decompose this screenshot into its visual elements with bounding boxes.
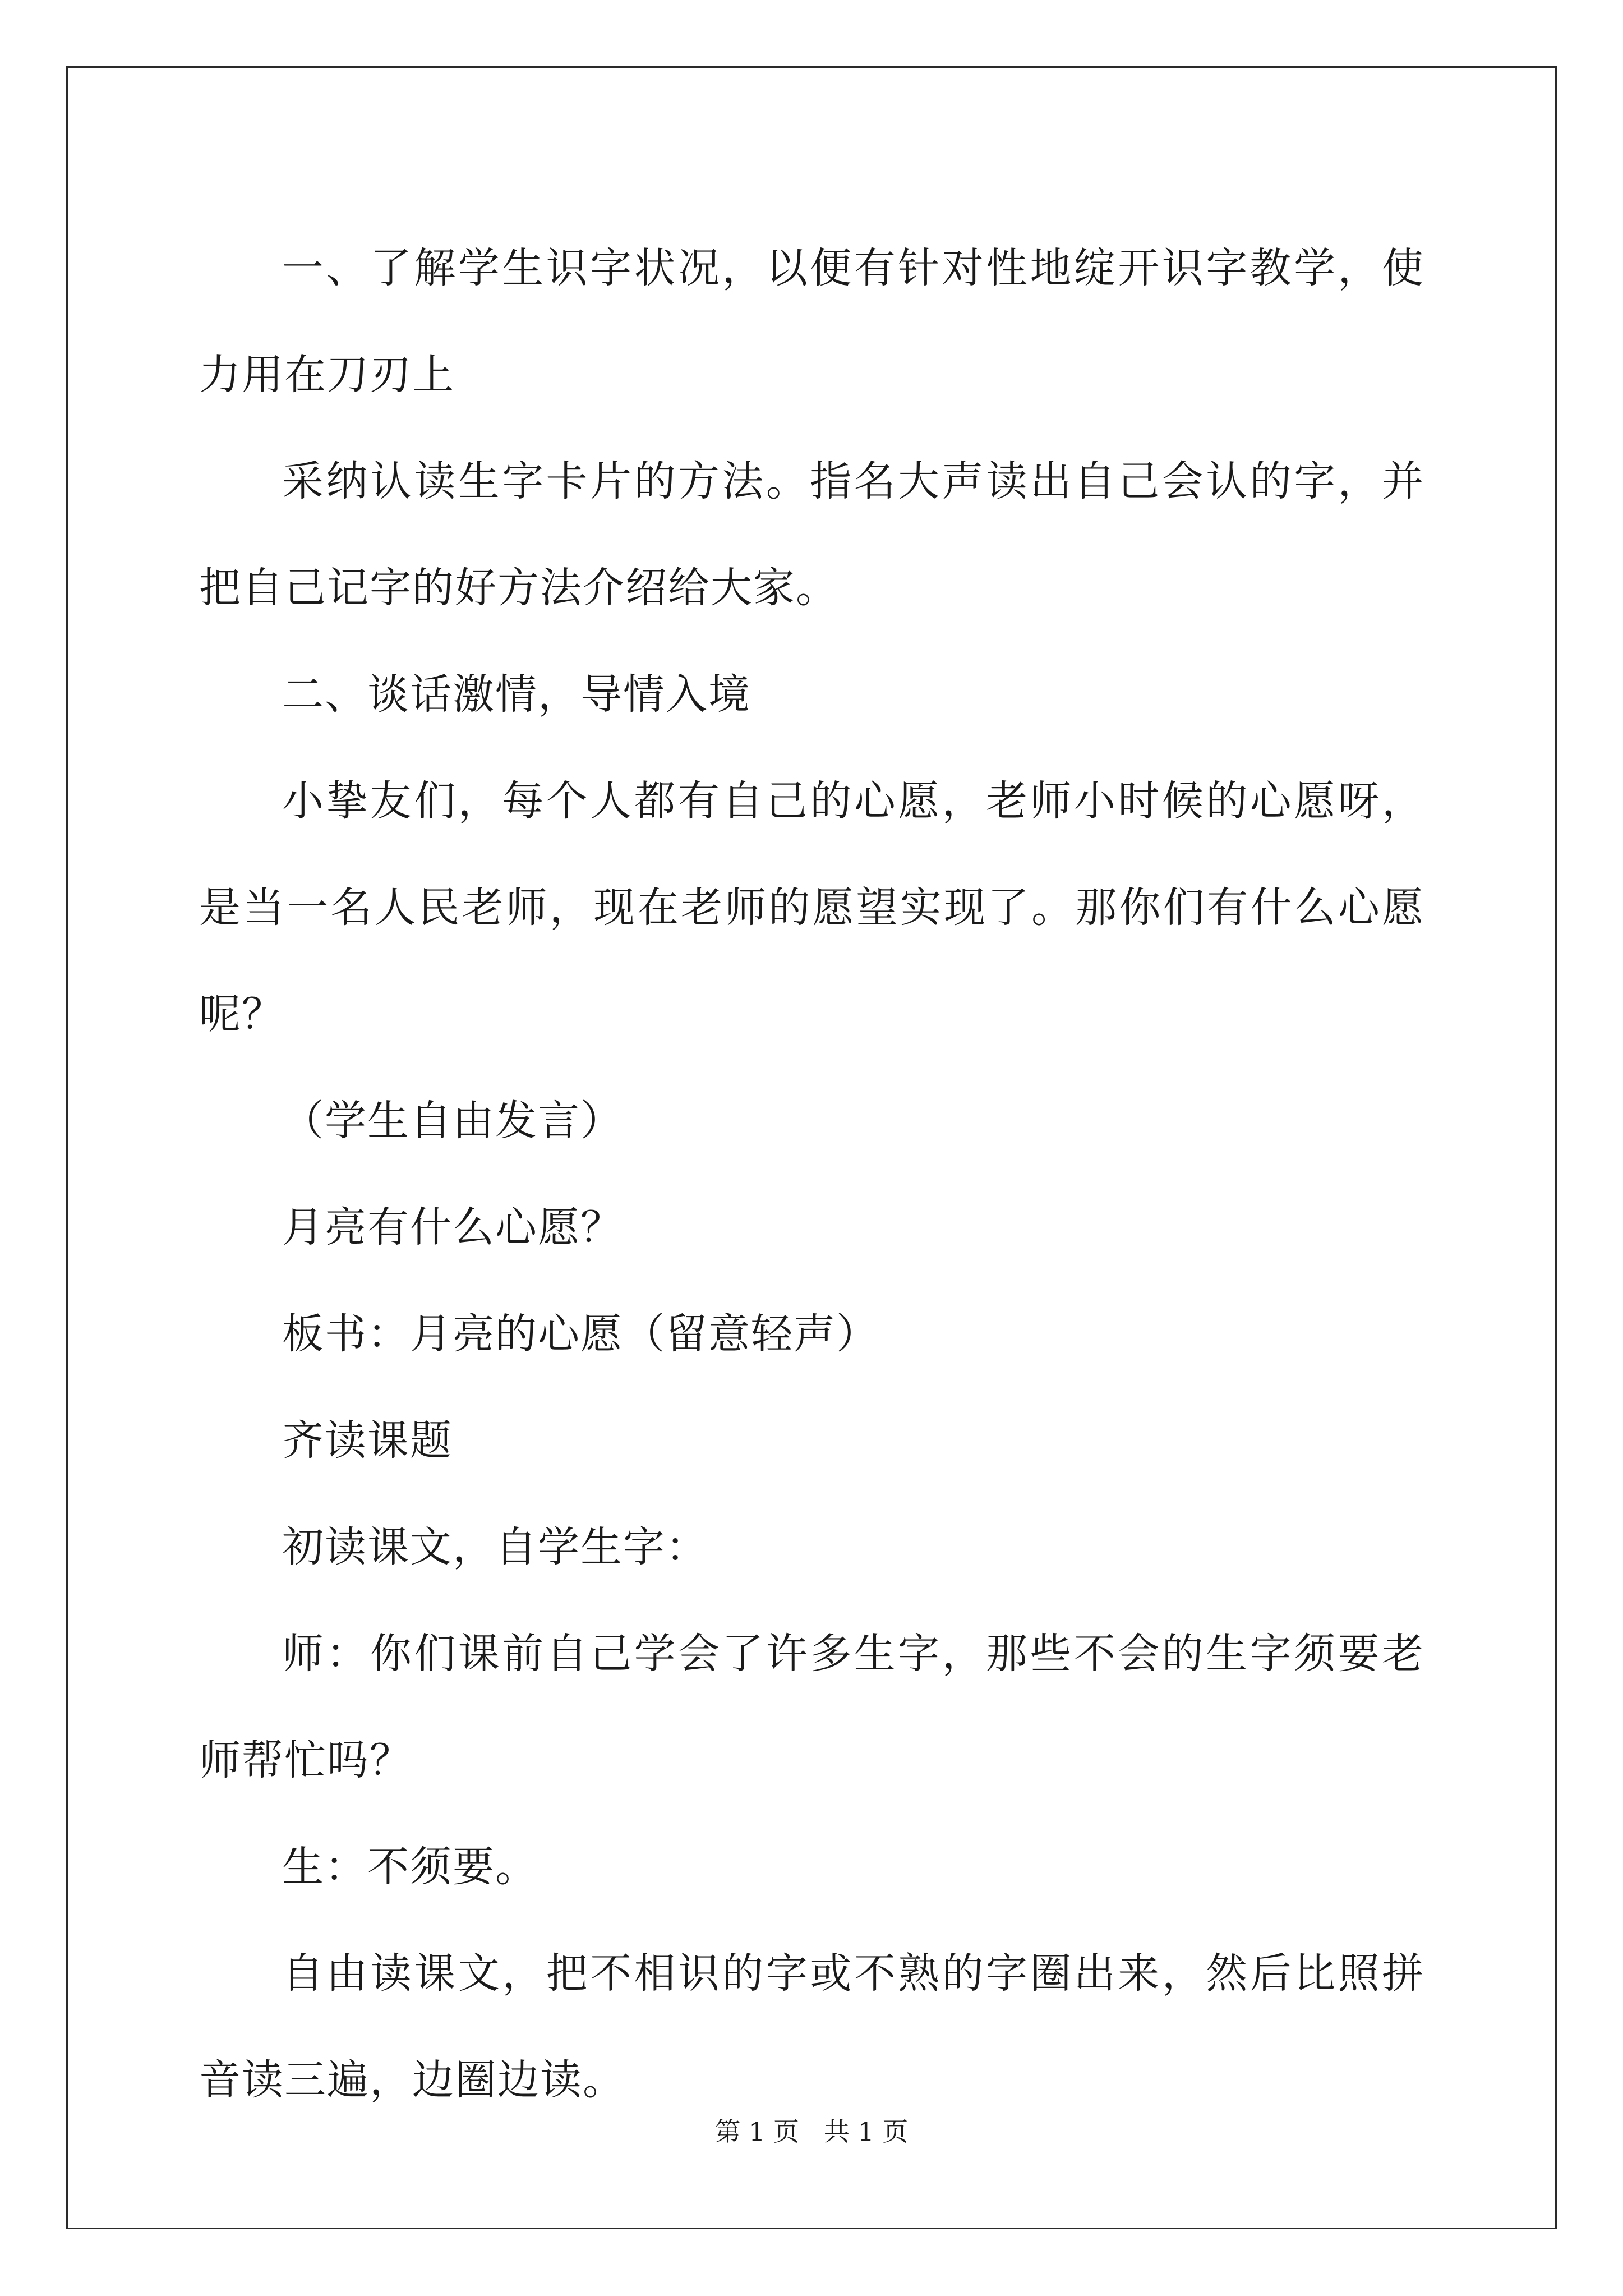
paragraph-heading-1: 一、了解学生识字状况，以便有针对性地绽开识字教学，使力用在刀刃上 — [199, 244, 1424, 399]
paragraph: 自由读课文，把不相识的字或不熟的字圈出来，然后比照拼音读三遍，边圈边读。 — [199, 1949, 1424, 2104]
paragraph: 师：你们课前自己学会了许多生字，那些不会的生字须要老师帮忙吗？ — [199, 1630, 1424, 1784]
paragraph: 齐读课题 — [282, 1416, 453, 1465]
paragraph: 初读课文，自学生字： — [282, 1523, 708, 1571]
paragraph: 小挚友们，每个人都有自己的心愿，老师小时候的心愿呀，是当一名人民老师，现在老师的愿望实现了。那你们有什么心愿呢？ — [199, 777, 1424, 1038]
page-footer: 第 1 页 共 1 页 — [714, 2116, 909, 2147]
paragraph: 板书：月亮的心愿（留意轻声） — [282, 1310, 879, 1358]
paragraph-heading-2: 二、谈话激情，导情入境 — [282, 670, 751, 719]
paragraph: 采纳认读生字卡片的方法。指名大声读出自己会认的字，并把自己记字的好方法介绍给大家。 — [199, 457, 1424, 612]
paragraph: （学生自由发言） — [282, 1097, 623, 1145]
paragraph: 生：不须要。 — [282, 1843, 538, 1891]
document-body — [199, 215, 1424, 2133]
paragraph: 月亮有什么心愿？ — [282, 1203, 623, 1251]
